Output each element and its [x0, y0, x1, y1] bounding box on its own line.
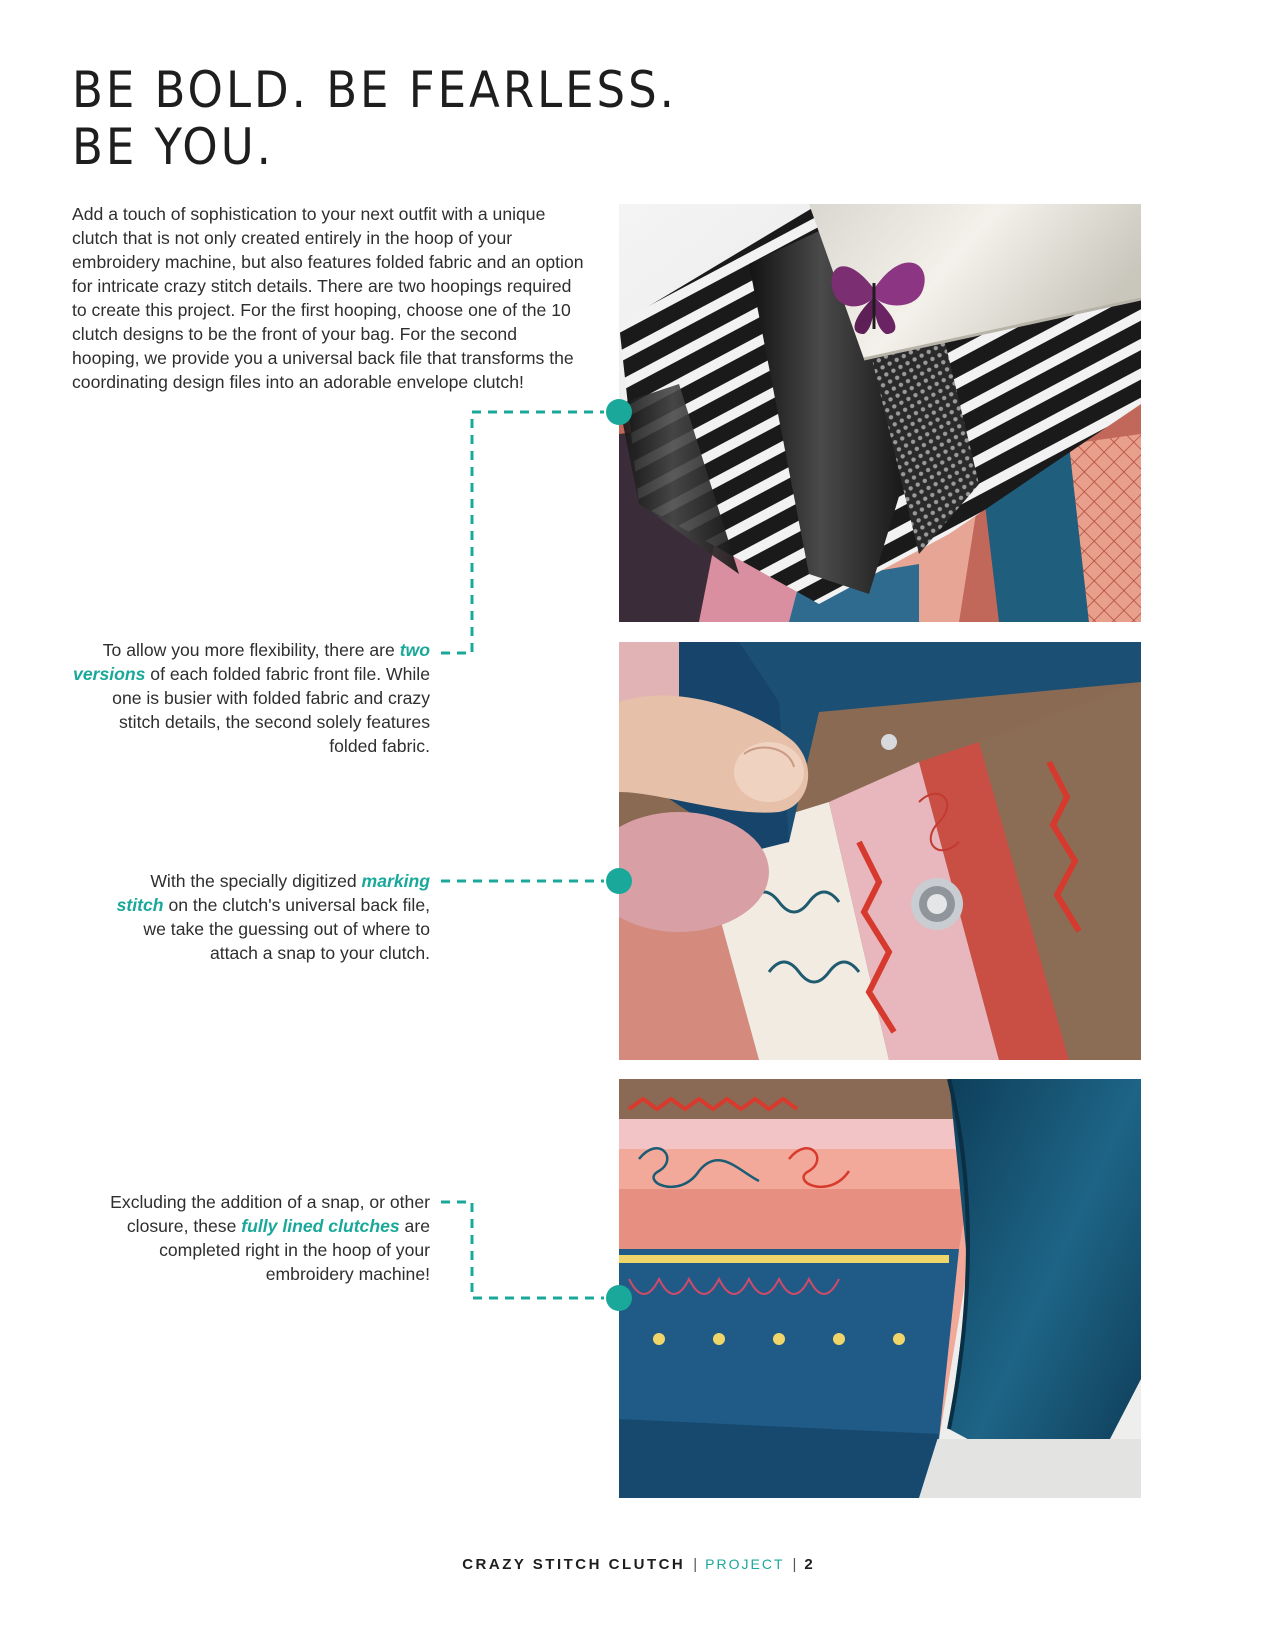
- photo-lined-interior: [619, 1079, 1141, 1498]
- leader-line-1: [441, 412, 604, 653]
- callout-text: Excluding the addition of a snap, or other closure, these: [110, 1192, 430, 1236]
- headline-line-1: BE BOLD. BE FEARLESS.: [72, 61, 677, 119]
- leader-line-3: [441, 1202, 604, 1298]
- callout-fully-lined: [70, 1190, 430, 1286]
- photo-clutch-front: [619, 204, 1141, 622]
- callout-text: With the specially digitized: [150, 871, 362, 891]
- intro-paragraph: Add a touch of sophistication to your next outfit with a unique clutch that is not only created entirely in the hoop of your embroidery machine, but also features folded fabric and an option for intricate crazy stitch details. There are two hoopings required to create this project. For the first hooping, choose one of the 10 clutch designs to be the front of your bag. For the second hooping, we provide you a universal back file that transforms the coordinating design files into an adorable envelope clutch!: [72, 204, 584, 392]
- callout-text: To allow you more flexibility, there are: [102, 640, 400, 660]
- page-headline: [72, 62, 677, 176]
- footer-separator: |: [693, 1556, 698, 1573]
- footer-section: PROJECT: [705, 1556, 785, 1572]
- page-footer: [0, 1554, 1275, 1575]
- callout-text: are completed right in the hoop of your embroidery machine!: [159, 1216, 430, 1284]
- callout-highlight: two versions: [73, 640, 430, 684]
- callout-text: of each folded fabric front file. While one is busier with folded fabric and crazy stitch details, the second solely features folded fabric.: [112, 664, 430, 756]
- callout-highlight: fully lined clutches: [241, 1216, 400, 1236]
- callout-text: on the clutch's universal back file, we take the guessing out of where to attach a snap to your clutch.: [143, 895, 430, 963]
- callout-marking-stitch: [110, 869, 430, 965]
- footer-separator: |: [792, 1556, 797, 1573]
- photo-snap-closeup: [619, 642, 1141, 1060]
- footer-title: CRAZY STITCH CLUTCH: [462, 1556, 686, 1573]
- headline-line-2: BE YOU.: [72, 118, 274, 176]
- callout-two-versions: [70, 638, 430, 758]
- callout-highlight: marking stitch: [116, 871, 430, 915]
- page-number: 2: [804, 1556, 813, 1573]
